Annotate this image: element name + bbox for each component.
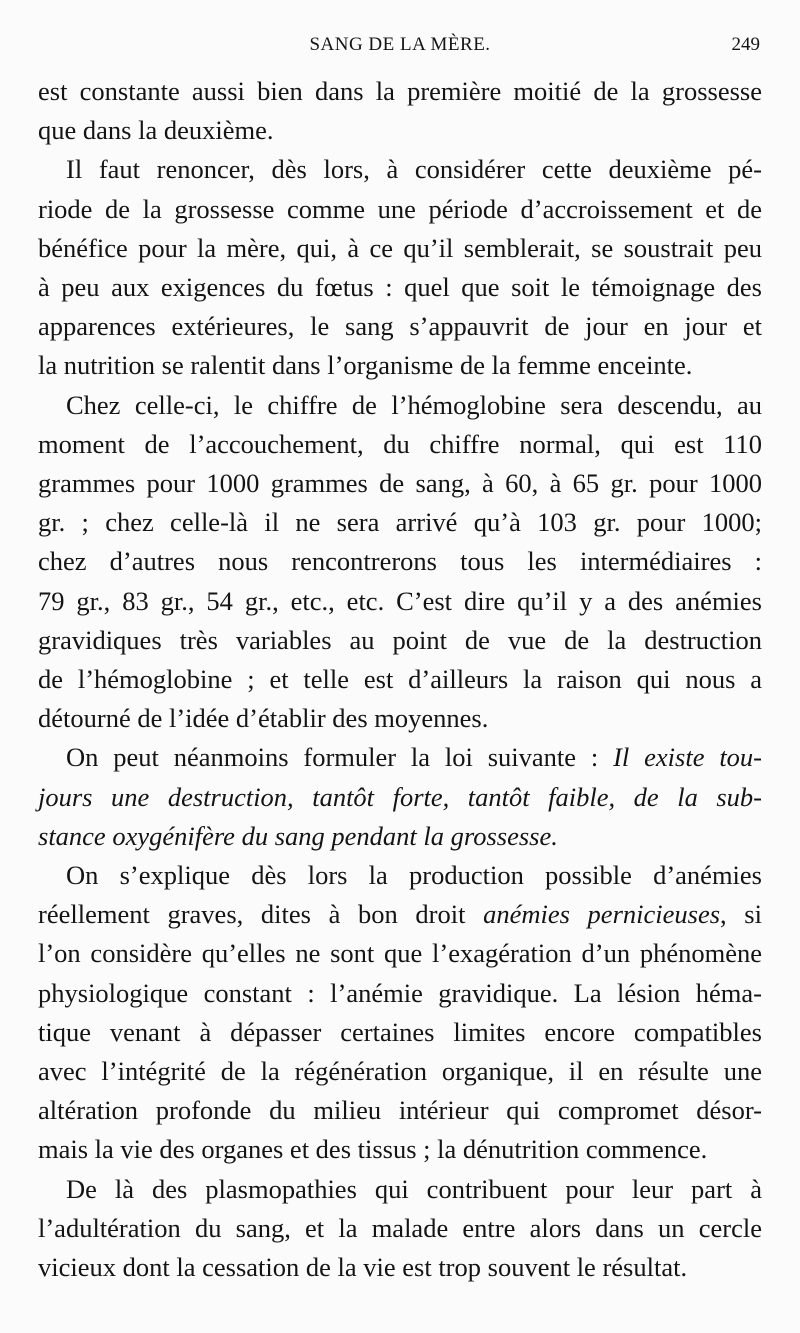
page-number: 249 bbox=[731, 34, 760, 55]
text-line: apparences extérieures, le sang s’appauvrit de jour en jour et bbox=[38, 311, 762, 342]
text-line: l’adultération du sang, et la malade entre alors dans un cercle bbox=[38, 1212, 762, 1243]
text-line: jours une destruction, tantôt forte, tantôt faible, de la sub- bbox=[38, 781, 762, 812]
text-line: 79 gr., 83 gr., 54 gr., etc., etc. C’est dire qu’il y a des anémies bbox=[38, 585, 762, 616]
text-line: à peu aux exigences du fœtus : quel que soit le témoignage des bbox=[38, 272, 762, 303]
text-line: riode de la grossesse comme une période d’accroissement et de bbox=[38, 193, 762, 224]
text-line: moment de l’accouchement, du chiffre normal, qui est 110 bbox=[38, 428, 762, 459]
text-line: grammes pour 1000 grammes de sang, à 60, à 65 gr. pour 1000 bbox=[38, 468, 762, 499]
text-line: l’on considère qu’elles ne sont que l’exagération d’un phénomène bbox=[38, 938, 762, 969]
text-line: détourné de l’idée d’établir des moyennes. bbox=[38, 703, 489, 734]
text-line: physiologique constant : l’anémie gravidique. La lésion héma- bbox=[38, 977, 762, 1008]
text-line: bénéfice pour la mère, qui, à ce qu’il semblerait, se soustrait peu bbox=[38, 232, 762, 263]
text-line: réellement graves, dites à bon droit anémies pernicieuses, si bbox=[38, 899, 762, 930]
text-line: Chez celle-ci, le chiffre de l’hémoglobine sera descendu, au bbox=[66, 389, 762, 420]
text-line: la nutrition se ralentit dans l’organisme de la femme enceinte. bbox=[38, 350, 693, 381]
text-line: gravidiques très variables au point de vue de la destruction bbox=[38, 624, 762, 655]
paragraph bbox=[38, 1170, 762, 1288]
text-line: avec l’intégrité de la régénération organique, il en résulte une bbox=[38, 1056, 762, 1087]
paragraph bbox=[38, 150, 762, 385]
text-line: chez d’autres nous rencontrerons tous les intermédiaires : bbox=[38, 546, 762, 577]
text-line: mais la vie des organes et des tissus ; la dénutrition commence. bbox=[38, 1134, 708, 1165]
paragraph bbox=[38, 72, 762, 150]
text-line: On s’explique dès lors la production possible d’anémies bbox=[66, 860, 762, 891]
text-line: gr. ; chez celle-là il ne sera arrivé qu’à 103 gr. pour 1000; bbox=[38, 507, 762, 538]
text-line: On peut néanmoins formuler la loi suivante : Il existe tou- bbox=[66, 742, 763, 773]
italic-text: Il existe tou- bbox=[613, 742, 763, 773]
text-line: vicieux dont la cessation de la vie est trop souvent le résultat. bbox=[38, 1252, 688, 1283]
paragraph bbox=[38, 856, 762, 1170]
text-line: De là des plasmopathies qui contribuent pour leur part à bbox=[66, 1173, 762, 1204]
paragraph bbox=[38, 738, 762, 856]
text-line: stance oxygénifère du sang pendant la grossesse. bbox=[38, 820, 558, 851]
text-line: tique venant à dépasser certaines limites encore compatibles bbox=[38, 1016, 762, 1047]
text-line: altération profonde du milieu intérieur qui compromet désor- bbox=[38, 1095, 762, 1126]
running-title: SANG DE LA MÈRE. bbox=[309, 34, 491, 55]
page-header bbox=[0, 34, 800, 66]
text-line: de l’hémoglobine ; et telle est d’ailleurs la raison qui nous a bbox=[38, 664, 762, 695]
italic-text: anémies pernicieuses bbox=[483, 899, 721, 930]
paragraph bbox=[38, 386, 762, 739]
text-line: est constante aussi bien dans la première moitié de la grossesse bbox=[38, 76, 762, 106]
body-text bbox=[38, 72, 762, 1287]
text-line: Il faut renoncer, dès lors, à considérer cette deuxième pé- bbox=[66, 154, 762, 185]
text-line: que dans la deuxième. bbox=[38, 115, 274, 146]
